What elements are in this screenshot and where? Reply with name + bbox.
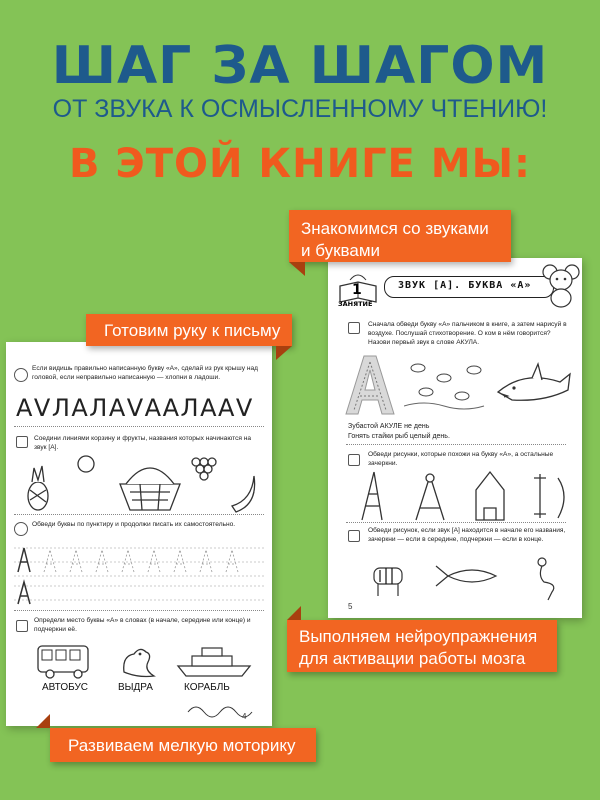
left-book-page [6, 342, 272, 726]
callout-fold [276, 346, 292, 360]
handwriting-practice-grid [14, 542, 264, 606]
callout-fold [289, 262, 305, 276]
callout-fine-motor [50, 728, 316, 762]
callout-neuro-line2: для активации работы мозга [299, 649, 526, 668]
headline-book-intro: В ЭТОЙ КНИГЕ МЫ: [68, 141, 532, 187]
lesson-badge [336, 268, 380, 308]
left-task4-text: Определи место буквы «А» в словах (в начале, середине или конце) и подчеркни её. [34, 617, 251, 633]
lesson-label: ЗАНЯТИЕ [338, 300, 373, 308]
callout-motor-text: Развиваем мелкую моторику [68, 736, 296, 755]
section-divider [346, 444, 566, 445]
left-task2-text: Соедини линиями корзину и фрукты, названия которых начинаются на звук [А]. [34, 435, 252, 451]
hands-icon [14, 368, 28, 382]
mouse-illustration [542, 260, 580, 308]
headline-subtitle: ОТ ЗВУКА К ОСМЫСЛЕННОМУ ЧТЕНИЮ! [52, 95, 548, 123]
section-divider [14, 610, 264, 611]
right-book-page [328, 258, 582, 618]
shark-illustration [494, 356, 574, 416]
fruits-and-basket-illustration [14, 454, 264, 514]
task-checkbox [16, 620, 28, 632]
poem-line-1: Зубастой АКУЛЕ не день [348, 423, 430, 430]
left-task1-text: Если видишь правильно написанную букву «А», сделай из рук крышу над головой, если неправильно написанную — хлопни в ладоши. [32, 365, 258, 381]
callout-neuro-exercises [287, 620, 557, 672]
word-ship: КОРАБЛЬ [184, 682, 230, 693]
otter-illustration [118, 642, 158, 680]
animals-row-illustration [368, 554, 568, 602]
callout-sounds-line1: Знакомимся со звуками [301, 219, 489, 238]
section-divider [14, 514, 264, 515]
section-divider [346, 522, 566, 523]
right-page-number: 5 [348, 602, 353, 611]
lesson-number: 1 [352, 282, 362, 298]
word-bus: АВТОБУС [42, 682, 89, 693]
poem-line-2: Гонять стайки рыб целый день. [348, 433, 450, 440]
pencil-icon [14, 522, 28, 536]
task-checkbox [348, 322, 360, 334]
right-task1-text: Сначала обведи букву «А» пальчиком в книге, а затем нарисуй в воздухе. Послушай стихотворение. О ком в нём говорится? Назови первый звук в слове АКУЛА. [368, 321, 567, 346]
left-task3-text: Обведи буквы по пунктиру и продолжи писать их самостоятельно. [32, 521, 236, 528]
callout-hand-writing [86, 314, 292, 346]
task-checkbox [348, 530, 360, 542]
right-task3-text: Обведи рисунок, если звук [А] находится в начале его названия, зачеркни — если в середине, подчеркни — если в конце. [368, 527, 566, 543]
word-otter: ВЫДРА [118, 682, 153, 693]
bus-illustration [36, 642, 92, 680]
callout-fold [287, 606, 301, 620]
headline-title: ШАГ ЗА ШАГОМ [51, 36, 549, 96]
traceable-letter-a [342, 352, 398, 416]
section-divider [14, 426, 264, 427]
left-page-number: 4 [242, 712, 247, 721]
fish-school-illustration [404, 356, 494, 412]
a-shaped-objects-row [348, 468, 572, 524]
lesson-title: ЗВУК [А]. БУКВА «А» [398, 280, 532, 291]
callout-fold [36, 714, 50, 728]
callout-hand-text: Готовим руку к письму [104, 321, 281, 340]
letter-sequence-row: АVЛАЛАVААЛААV [16, 394, 254, 422]
callout-sounds-letters [289, 210, 511, 262]
callout-neuro-line1: Выполняем нейроупражнения [299, 627, 538, 646]
callout-sounds-line2: и буквами [301, 241, 380, 260]
task-checkbox [348, 454, 360, 466]
ship-illustration [174, 642, 254, 680]
task-checkbox [16, 436, 28, 448]
right-task2-text: Обведи рисунки, которые похожи на букву «А», а остальные зачеркни. [368, 451, 554, 467]
